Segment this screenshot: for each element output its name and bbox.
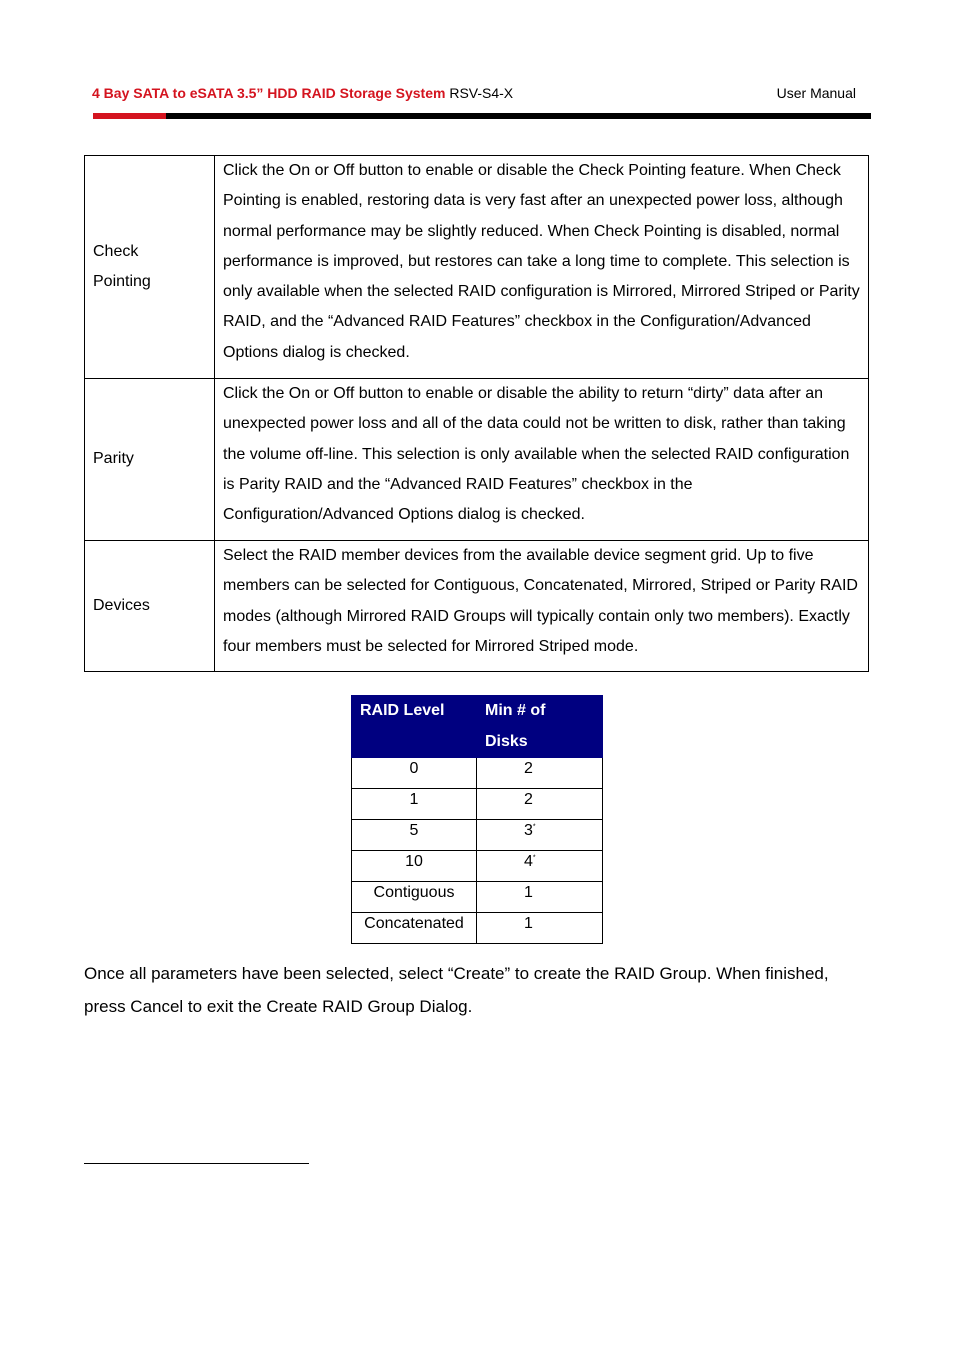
- header-product-name: 4 Bay SATA to eSATA 3.5” HDD RAID Storage System: [92, 85, 446, 101]
- header-rule-black: [166, 113, 871, 119]
- footnote-separator: [84, 1163, 309, 1164]
- raid-level-cell: 0: [352, 758, 477, 789]
- header-doc-type: User Manual: [776, 85, 856, 101]
- raid-level-cell: Contiguous: [352, 882, 477, 913]
- min-disks-cell: 3*: [477, 820, 603, 851]
- table-row: [352, 882, 603, 913]
- param-label-check-pointing: Check Pointing: [85, 156, 215, 379]
- footnote-marker: *: [532, 823, 536, 831]
- table-row: [352, 913, 603, 944]
- raid-level-table: [351, 695, 603, 944]
- closing-paragraph: Once all parameters have been selected, select “Create” to create the RAID Group. When finished, press Cancel to exit the Create RAID Group Dialog.: [84, 964, 829, 1016]
- header-title: [92, 85, 513, 101]
- table-row: [352, 820, 603, 851]
- min-disks-cell: 1: [477, 913, 603, 944]
- parameters-table: [84, 155, 869, 672]
- table-row: [85, 379, 869, 541]
- header-model: RSV-S4-X: [449, 85, 514, 101]
- param-description: Click the On or Off button to enable or disable the Check Pointing feature. When Check Pointing is enabled, restoring data is very fast after an unexpected power loss, although normal performance may be slightly reduced. When Check Pointing is disabled, normal performance is improved, but restores can take a long time to complete. This selection is only available when the selected RAID configuration is Mirrored, Mirrored Striped or Parity RAID, and the “Advanced RAID Features” checkbox in the Configuration/Advanced Options dialog is checked.: [215, 156, 869, 379]
- param-label-parity: Parity: [85, 379, 215, 541]
- table-header-row: [352, 696, 603, 758]
- min-disks-cell: 2: [477, 789, 603, 820]
- min-disks-cell: 1: [477, 882, 603, 913]
- footnote-marker: *: [532, 854, 536, 862]
- column-header-raid-level: RAID Level: [352, 696, 477, 758]
- table-row: [352, 789, 603, 820]
- min-disks-cell: 4*: [477, 851, 603, 882]
- param-description: Click the On or Off button to enable or disable the ability to return “dirty” data after an unexpected power loss and all of the data could not be written to disk, rather than taking the volume off-line. This selection is only available when the selected RAID configuration is Parity RAID and the “Advanced RAID Features” checkbox in the Configuration/Advanced Options dialog is checked.: [215, 379, 869, 541]
- table-row: [85, 156, 869, 379]
- raid-level-cell: 1: [352, 789, 477, 820]
- param-description: Select the RAID member devices from the available device segment grid. Up to five members can be selected for Contiguous, Concatenated, Mirrored, Striped or Parity RAID modes (although Mirrored RAID Groups will typically contain only two members). Exactly four members must be selected for Mirrored Striped mode.: [215, 541, 869, 672]
- table-row: [352, 851, 603, 882]
- table-row: [352, 758, 603, 789]
- column-header-min-disks: Min # of Disks: [477, 696, 603, 758]
- header-rule-red: [93, 113, 166, 119]
- page-header: [92, 85, 856, 105]
- min-disks-cell: 2: [477, 758, 603, 789]
- param-label-devices: Devices: [85, 541, 215, 672]
- table-row: [85, 541, 869, 672]
- raid-level-cell: Concatenated: [352, 913, 477, 944]
- raid-level-cell: 10: [352, 851, 477, 882]
- raid-level-cell: 5: [352, 820, 477, 851]
